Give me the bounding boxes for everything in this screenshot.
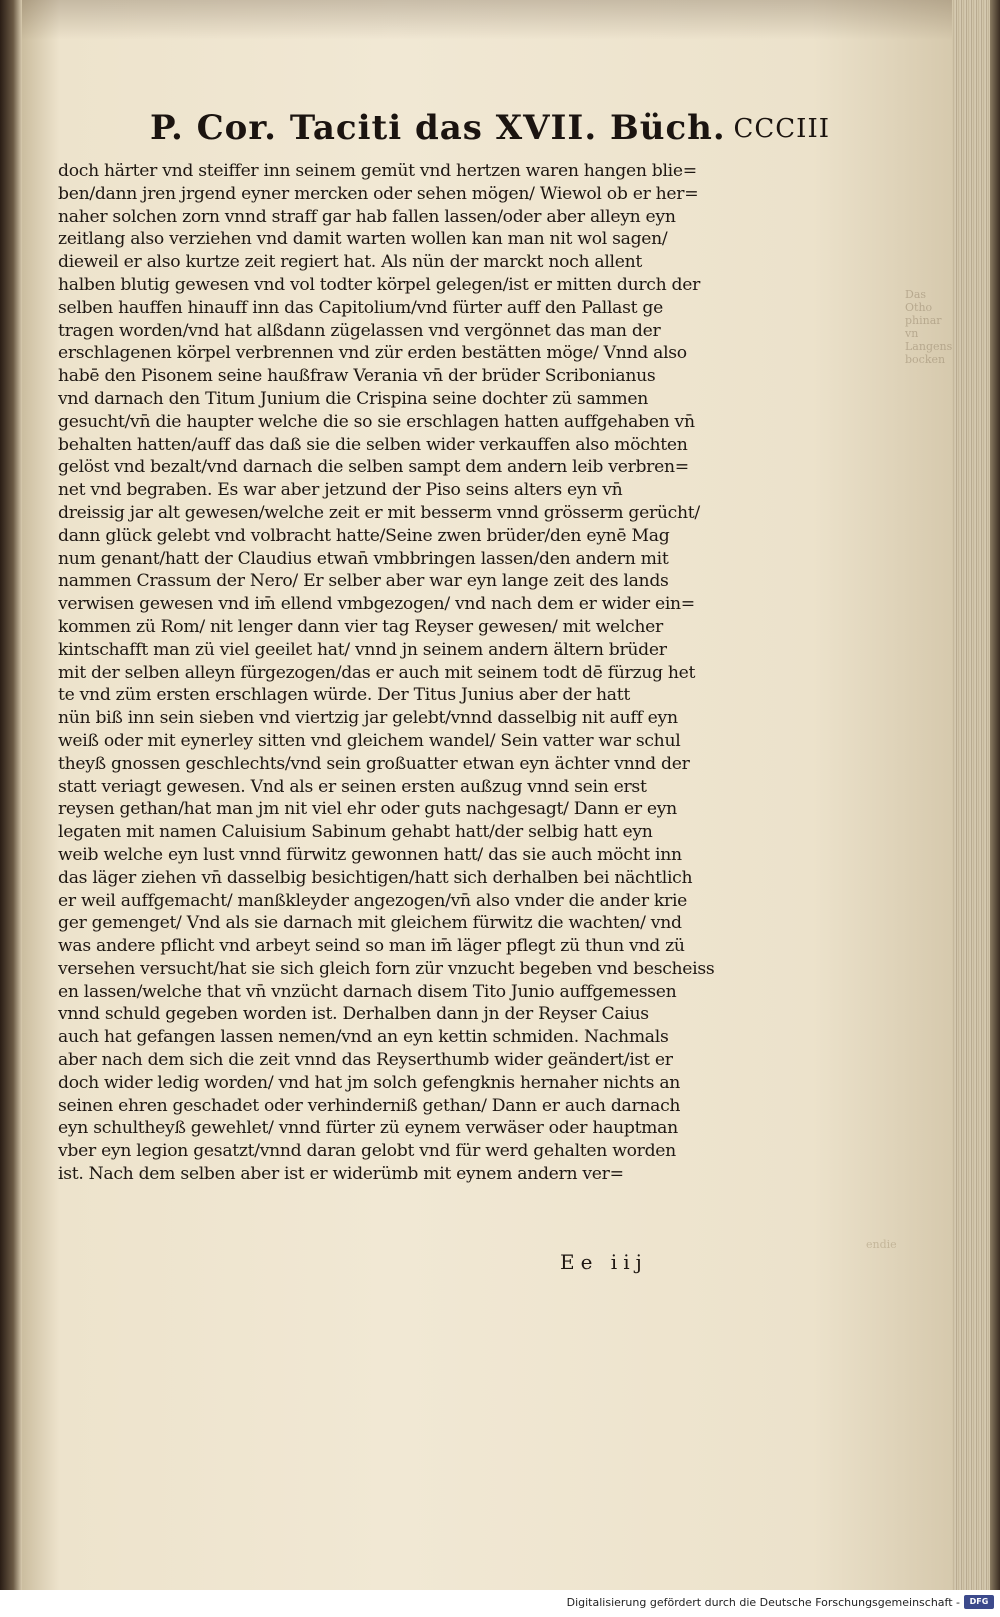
bottom-show-through: endie [866, 1238, 897, 1251]
text-line: eyn schultheyß gewehlet/ vnnd fürter zü eynem verwäser oder hauptman [58, 1118, 678, 1139]
page-top-shadow [22, 0, 952, 40]
text-line: en lassen/welche that vn̄ vnzücht darnach disem Tito Junio auffgemessen [58, 981, 677, 1002]
text-line: kintschafft man zü viel geeilet hat/ vnnd jn seinem andern ältern brüder [58, 639, 667, 660]
text-line: ger gemenget/ Vnd als sie darnach mit gleichem fürwitz die wachten/ vnd [58, 913, 682, 934]
text-line: reysen gethan/hat man jm nit viel ehr oder guts nachgesagt/ Dann er eyn [58, 799, 677, 820]
text-line: te vnd züm ersten erschlagen würde. Der Titus Junius aber der hatt [58, 685, 630, 706]
text-line: selben hauffen hinauff inn das Capitolium/vnd fürter auff den Pallast ge [58, 297, 663, 318]
text-line: vnd darnach den Titum Junium die Crispina seine dochter zü sammen [58, 388, 649, 409]
page-header [150, 108, 830, 156]
signature-mark: Ee iij [560, 1250, 648, 1274]
footer-bar [0, 1590, 1000, 1617]
text-line: dieweil er also kurtze zeit regiert hat. Als nün der marckt noch allent [58, 252, 642, 273]
text-line: vber eyn legion gesatzt/vnnd daran gelobt vnd für werd gehalten worden [58, 1141, 676, 1162]
text-line: doch härter vnd steiffer inn seinem gemüt vnd hertzen waren hangen blie= [58, 161, 697, 181]
footer-credit: Digitalisierung gefördert durch die Deutsche Forschungsgemeinschaft - [566, 1596, 960, 1609]
text-line: gelöst vnd bezalt/vnd darnach die selben sampt dem andern leib verbren= [58, 457, 689, 478]
text-line: statt veriagt gewesen. Vnd als er seinen ersten außzug vnnd sein erst [58, 776, 647, 797]
text-line: dann glück gelebt vnd volbracht hatte/Seine zwen brüder/den eynē Mag [58, 525, 670, 546]
text-line: legaten mit namen Caluisium Sabinum gehabt hatt/der selbig hatt eyn [58, 822, 653, 843]
text-line: doch wider ledig worden/ vnd hat jm solch gefengknis hernaher nichts an [58, 1072, 681, 1093]
text-line: naher solchen zorn vnnd straff gar hab fallen lassen/oder aber alleyn eyn [58, 206, 676, 227]
text-line: tragen worden/vnd hat alßdann zügelassen vnd vergönnet das man der [58, 320, 661, 341]
text-line: auch hat gefangen lassen nemen/vnd an eyn kettin schmiden. Nachmals [58, 1027, 669, 1048]
text-line: vnnd schuld gegeben worden ist. Derhalben dann jn der Reyser Caius [58, 1004, 649, 1025]
text-line: aber nach dem sich die zeit vnnd das Reyserthumb wider geändert/ist er [58, 1050, 673, 1071]
margin-note-show-through: Das Otho phinar vn Langens bocken [905, 288, 953, 366]
text-line: behalten hatten/auff das daß sie die selben wider verkauffen also möchten [58, 434, 688, 455]
text-line: theyß gnossen geschlechts/vnd sein großuatter etwan eyn ächter vnnd der [58, 753, 690, 774]
dfg-logo: DFG [964, 1595, 994, 1609]
text-line: gesucht/vn̄ die haupter welche die so sie erschlagen hatten auffgehaben vn̄ [58, 411, 695, 432]
text-line: mit der selben alleyn fürgezogen/das er auch mit seinem todt dē fürzug het [58, 662, 696, 683]
text-line: nün biß inn sein sieben vnd viertzig jar gelebt/vnnd dasselbig nit auff eyn [58, 708, 678, 729]
text-line: dreissig jar alt gewesen/welche zeit er mit besserm vnnd grösserm gerücht/ [58, 502, 700, 523]
book-binding-edge [0, 0, 22, 1590]
text-line: erschlagenen körpel verbrennen vnd zür erden bestätten möge/ Vnnd also [58, 343, 687, 364]
running-title: P. Cor. Taciti das XVII. Büch. [150, 108, 726, 148]
text-line: das läger ziehen vn̄ dasselbig besichtigen/hatt sich derhalben bei nächtlich [58, 867, 693, 888]
text-line: versehen versucht/hat sie sich gleich forn zür vnzucht begeben vnd bescheiss [58, 958, 715, 979]
text-line: net vnd begraben. Es war aber jetzund der Piso seins alters eyn vn̄ [58, 480, 623, 501]
text-line: was andere pflicht vnd arbeyt seind so man im̄ läger pflegt zü thun vnd zü [58, 936, 685, 957]
text-line: ben/dann jren jrgend eyner mercken oder sehen mögen/ Wiewol ob er her= [58, 183, 699, 204]
text-line: habē den Pisonem seine haußfraw Verania vn̄ der brüder Scribonianus [58, 366, 656, 387]
text-line: ist. Nach dem selben aber ist er widerümb mit eynem andern ver= [58, 1164, 624, 1185]
text-line: num genant/hatt der Claudius etwan̄ vmbbringen lassen/den andern mit [58, 548, 669, 569]
text-line: nammen Crassum der Nero/ Er selber aber war eyn lange zeit des lands [58, 571, 669, 592]
text-line: kommen zü Rom/ nit lenger dann vier tag Reyser gewesen/ mit welcher [58, 616, 663, 637]
text-line: verwisen gewesen vnd im̄ ellend vmbgezogen/ vnd nach dem er wider ein= [58, 594, 695, 615]
text-line: weib welche eyn lust vnnd fürwitz gewonnen hatt/ das sie auch möcht inn [58, 844, 682, 865]
body-text [58, 160, 768, 1186]
page-stack-edge [952, 0, 1000, 1590]
text-line: weiß oder mit eynerley sitten vnd gleichem wandel/ Sein vatter war schul [58, 730, 681, 751]
text-line: halben blutig gewesen vnd vol todter körpel gelegen/ist er mitten durch der [58, 274, 700, 295]
folio-number: CCCIII [733, 114, 830, 144]
text-line: er weil auffgemacht/ manßkleyder angezogen/vn̄ also vnder die ander krie [58, 890, 688, 911]
text-line: zeitlang also verziehen vnd damit warten wollen kan man nit wol sagen/ [58, 229, 668, 250]
text-line: seinen ehren geschadet oder verhinderniß gethan/ Dann er auch darnach [58, 1095, 681, 1116]
